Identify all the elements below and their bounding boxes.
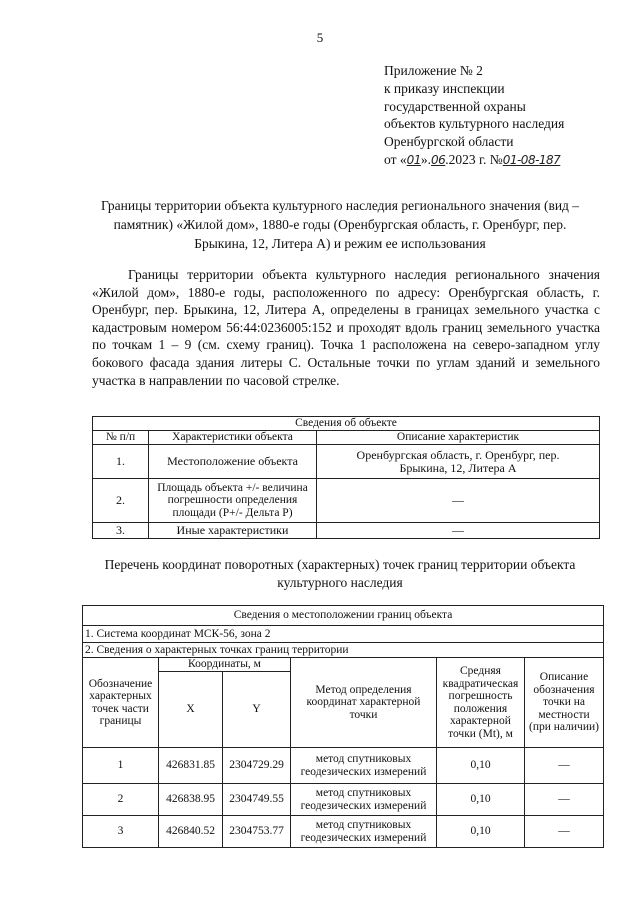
- coord-y: 2304729.29: [223, 748, 291, 784]
- row-description: —: [317, 523, 600, 539]
- date-mid: ».: [420, 151, 432, 167]
- coord-x: 426838.95: [159, 784, 223, 816]
- point-number: 3: [83, 816, 159, 848]
- error-mt: 0,10: [437, 816, 525, 848]
- column-header: Описание характеристик: [317, 431, 600, 445]
- annex-date-line: [384, 151, 564, 170]
- point-description: —: [525, 784, 604, 816]
- table-row: [83, 748, 604, 784]
- annex-line: Оренбургской области: [384, 134, 514, 150]
- coord-x: 426831.85: [159, 748, 223, 784]
- header-x: X: [159, 672, 223, 748]
- column-header: № п/п: [93, 431, 149, 445]
- header-point: Обозначение характерных точек части границы: [83, 658, 159, 748]
- handwritten-order-number: 01-08-187: [502, 152, 561, 167]
- table-row: [83, 784, 604, 816]
- date-year: .2023 г. №: [445, 151, 503, 167]
- boundary-description-text: Границы территории объекта культурного наследия регионального значения «Жилой дом», 1880-е годы, расположенного по адресу: Оренбургская область, г. Оренбург, пер. Брыкина, 12, Литера А, определены в границах земельного участка с кадастровым номером 56:44:0236005:152 и проходят вдоль границ земельного участка по точкам 1 – 9 (см. схему границ). Точка 1 расположена на северо-западном углу бокового фасада здания литеры С. Остальные точки по углам зданий и земельного участка в направлении по часовой стрелке.: [92, 267, 600, 388]
- coord-y: 2304753.77: [223, 816, 291, 848]
- document-title: Границы территории объекта культурного наследия регионального значения (вид – памятник) «Жилой дом», 1880-е годы (Оренбургская область, г. Оренбург, пер. Брыкина, 12, Литера А) и режим ее использования: [100, 198, 580, 251]
- page-number: 5: [316, 30, 324, 45]
- annex-line: к приказу инспекции: [384, 80, 505, 96]
- point-description: —: [525, 748, 604, 784]
- method: метод спутниковых геодезических измерений: [291, 748, 437, 784]
- point-number: 2: [83, 784, 159, 816]
- row-number: 1.: [93, 445, 149, 479]
- point-description: —: [525, 816, 604, 848]
- column-header: Характеристики объекта: [149, 431, 317, 445]
- boundary-description: [92, 266, 600, 389]
- table-row: [93, 523, 600, 539]
- section-label: 2. Сведения о характерных точках границ территории: [83, 643, 604, 658]
- table-row: [83, 816, 604, 848]
- header-y: Y: [223, 672, 291, 748]
- method: метод спутниковых геодезических измерений: [291, 816, 437, 848]
- annex-line: государственной охраны: [384, 98, 526, 114]
- table-caption: Сведения об объекте: [93, 417, 600, 431]
- header-method: Метод определения координат характерной точки: [291, 658, 437, 748]
- table-row: [93, 445, 600, 479]
- row-number: 3.: [93, 523, 149, 539]
- object-info-table: [92, 416, 600, 539]
- annex-block: [384, 62, 564, 170]
- coordinate-system: 1. Система координат МСК-56, зона 2: [83, 626, 604, 643]
- row-characteristic: Иные характеристики: [149, 523, 317, 539]
- table-row: [93, 479, 600, 523]
- header-coordinates: Координаты, м: [159, 658, 291, 672]
- coord-y: 2304749.55: [223, 784, 291, 816]
- coord-x: 426840.52: [159, 816, 223, 848]
- date-prefix: от «: [384, 151, 407, 167]
- handwritten-day: 01: [406, 152, 421, 167]
- method: метод спутниковых геодезических измерений: [291, 784, 437, 816]
- header-error: Средняя квадратическая погрешность положения характерной точки (Mt), м: [437, 658, 525, 748]
- row-description: Оренбургская область, г. Оренбург, пер. Брыкина, 12, Литера А: [317, 445, 600, 479]
- header-description: Описание обозначения точки на местности (при наличии): [525, 658, 604, 748]
- coordinates-title: Перечень координат поворотных (характерных) точек границ территории объекта культурного наследия: [104, 557, 576, 590]
- coordinates-table: [82, 605, 604, 848]
- row-number: 2.: [93, 479, 149, 523]
- row-characteristic: Местоположение объекта: [149, 445, 317, 479]
- annex-line: Приложение № 2: [384, 63, 483, 78]
- annex-line: объектов культурного наследия: [384, 116, 565, 132]
- point-number: 1: [83, 748, 159, 784]
- handwritten-month: 06: [431, 152, 446, 167]
- row-characteristic: Площадь объекта +/- величина погрешности определения площади (Р+/- Дельта Р): [149, 479, 317, 523]
- error-mt: 0,10: [437, 748, 525, 784]
- table-caption: Сведения о местоположении границ объекта: [83, 606, 604, 626]
- error-mt: 0,10: [437, 784, 525, 816]
- row-description: —: [317, 479, 600, 523]
